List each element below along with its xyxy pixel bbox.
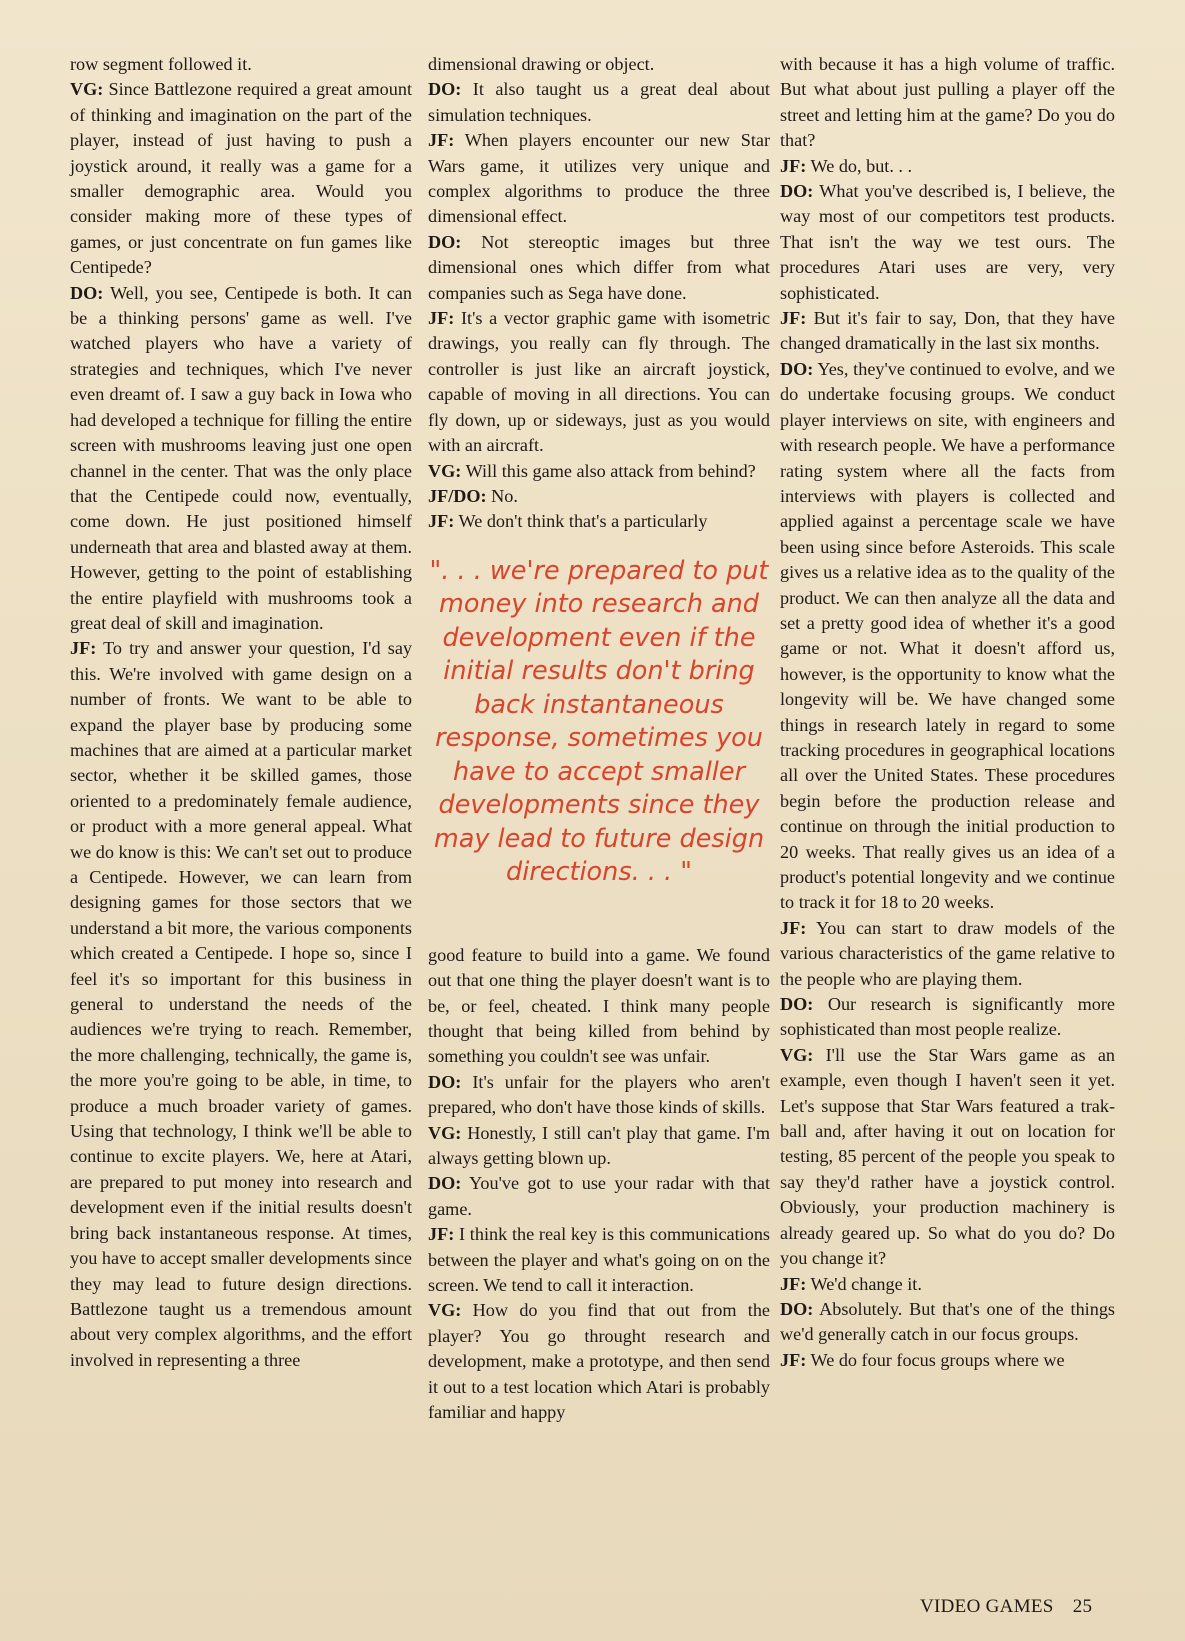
- speaker-label: DO:: [780, 1298, 814, 1319]
- speaker-label: JF:: [428, 308, 455, 329]
- paragraph: [428, 1121, 770, 1172]
- text-column-1: [70, 52, 412, 1373]
- speaker-label: DO:: [428, 79, 462, 100]
- speaker-label: DO:: [428, 1173, 462, 1194]
- paragraph: [70, 52, 412, 77]
- speaker-label: JF:: [780, 308, 807, 329]
- paragraph-text: To try and answer your question, I'd say this. We're involved with game design on a number of fronts. We want to be able to expand the player base by producing some machines that are aimed at a particular market sector, whether it be skilled games, those oriented to a predominately female audience, or product with a more general appeal. What we do know is this: We can't set out to produce a Centipede. However, we can learn from designing games for those sectors that we understand a bit more, the various components which created a Centipede. I hope so, since I feel it's so important for this business in general to understand the needs of the audiences we're trying to reach. Remember, the more challenging, technically, the game is, the more you're going to be able, in time, to produce a much broader variety of games. Using that technology, I think we'll be able to continue to excite players. We, here at Atari, are prepared to put money into research and development even if the initial results doesn't bring back instantaneous response. At times, you have to accept smaller developments since they may lead to future design directions. Battlezone taught us a tremendous amount about very complex algorithms, and the effort involved in representing a three: [70, 638, 413, 1370]
- paragraph-text: But it's fair to say, Don, that they have changed dramatically in the last six months.: [780, 308, 1115, 354]
- column-2-bottom-text: [428, 943, 770, 1426]
- paragraph-text: It's a vector graphic game with isometric drawings, you really can fly through. The controller is just like an aircraft joystick, capable of moving in all directions. You can fly down, up or sideways, just as you would with an aircraft.: [428, 308, 770, 456]
- paragraph-text: row segment followed it.: [70, 54, 252, 74]
- paragraph: [70, 281, 412, 637]
- paragraph-text: You've got to use your radar with that game.: [428, 1173, 771, 1219]
- speaker-label: DO:: [780, 181, 814, 202]
- speaker-label: DO:: [780, 358, 814, 379]
- paragraph: [428, 52, 770, 77]
- speaker-label: VG:: [780, 1044, 814, 1065]
- paragraph: [428, 943, 770, 1070]
- paragraph: [780, 1297, 1115, 1348]
- paragraph-text: Not stereoptic images but three dimensional ones which differ from what companies such as Sega have done.: [428, 231, 771, 303]
- paragraph: [780, 916, 1115, 992]
- paragraph-text: How do you find that out from the player? You go throught research and development, make a prototype, and then send it out to a test location which Atari is probably familiar and happy: [428, 1300, 771, 1423]
- paragraph-text: It also taught us a great deal about simulation techniques.: [428, 79, 770, 125]
- speaker-label: JF:: [428, 511, 455, 532]
- paragraph: [428, 1171, 770, 1222]
- pull-quote: ". . . we're prepared to put money into research and development even if the initial results don't bring back instantaneous response, sometimes you have to accept smaller developments since they may lead to future design directions. . . ": [429, 555, 769, 888]
- paragraph: [780, 1043, 1115, 1272]
- magazine-name: VIDEO GAMES: [920, 1596, 1054, 1617]
- column-2-top-text: [428, 52, 770, 535]
- paragraph: [780, 992, 1115, 1043]
- speaker-label: VG:: [428, 460, 462, 481]
- paragraph-text: Well, you see, Centipede is both. It can be a thinking persons' game as well. I've watched players who have a variety of strategies and techniques, which I've never even dreamt of. I saw a guy back in Iowa who had developed a technique for filling the entire screen with mushrooms leaving just one open channel in the center. That was the only place that the Centipede could now, eventually, come down. He just positioned himself underneath that area and blasted away at them. However, getting to the point of establishing the entire playfield with mushrooms took a great deal of skill and imagination.: [70, 282, 413, 633]
- text-column-3: [780, 52, 1115, 1373]
- paragraph: [428, 230, 770, 306]
- paragraph: [780, 1348, 1115, 1373]
- paragraph: [780, 306, 1115, 357]
- speaker-label: DO:: [780, 994, 814, 1015]
- paragraph-text: with because it has a high volume of traffic. But what about just pulling a player off the street and letting him at the game? Do you do that?: [780, 54, 1115, 151]
- paragraph-text: Will this game also attack from behind?: [465, 460, 756, 481]
- speaker-label: JF:: [780, 1273, 807, 1294]
- speaker-label: JF:: [428, 1224, 455, 1245]
- paragraph: [428, 128, 770, 230]
- paragraph-text: We'd change it.: [810, 1273, 922, 1294]
- paragraph-text: No.: [491, 485, 518, 506]
- paragraph: [780, 52, 1115, 154]
- speaker-label: DO:: [70, 282, 104, 303]
- paragraph: [428, 509, 770, 534]
- paragraph-text: When players encounter our new Star Wars game, it utilizes very unique and complex algorithms to produce the three dimensional effect.: [428, 130, 770, 227]
- speaker-label: JF:: [780, 1349, 807, 1370]
- paragraph: [428, 1222, 770, 1298]
- page-number: 25: [1072, 1596, 1093, 1617]
- paragraph: [780, 357, 1115, 916]
- paragraph: [428, 306, 770, 458]
- speaker-label: DO:: [428, 231, 462, 252]
- speaker-label: VG:: [428, 1300, 462, 1321]
- paragraph-text: Since Battlezone required a great amount of thinking and imagination on the part of the player, instead of just having to push a joystick around, it really was a game for a smaller demographic area. Would you consider making more of these types of games, or just concentrate on fun games like Centipede?: [70, 79, 412, 278]
- paragraph-text: We don't think that's a particularly: [458, 511, 708, 532]
- paragraph-text: We do, but. . .: [810, 155, 913, 176]
- paragraph: [70, 636, 412, 1373]
- page-footer: [920, 1596, 1092, 1618]
- paragraph: [428, 459, 770, 484]
- speaker-label: JF/DO:: [428, 485, 487, 506]
- speaker-label: VG:: [70, 79, 104, 100]
- text-column-2: [428, 52, 770, 1425]
- paragraph: [428, 77, 770, 128]
- speaker-label: JF:: [780, 155, 807, 176]
- paragraph-text: It's unfair for the players who aren't prepared, who don't have those kinds of skills.: [428, 1071, 770, 1118]
- paragraph-text: We do four focus groups where we: [810, 1349, 1065, 1370]
- paragraph-text: Yes, they've continued to evolve, and we do undertake focusing groups. We conduct player interviews on site, with engineers and with research people. We have a performance rating system where all the facts from interviews with players is collected and applied against a percentage scale we have been using since before Asteroids. This scale gives us a relative idea as to the quality of the product. We can then analyze all the data and set a pretty good idea of whether it's a good game or not. What it doesn't afford us, however, is the opportunity to know what the longevity will be. We have changed some things in research lately in regard to some tracking procedures in geographical locations all over the United States. These procedures begin before the production release and continue on through the initial production to 20 weeks. That really gives us an idea of a product's potential longevity and we continue to track it for 18 to 20 weeks.: [780, 358, 1115, 913]
- paragraph: [780, 154, 1115, 179]
- paragraph-text: Honestly, I still can't play that game. I'm always getting blown up.: [428, 1122, 771, 1168]
- paragraph-text: good feature to build into a game. We found out that one thing the player doesn't want is to be, or feel, cheated. I think many people thought that being killed from behind by something you couldn't see was unfair.: [428, 944, 770, 1067]
- paragraph: [780, 1272, 1115, 1297]
- paragraph-text: What you've described is, I believe, the way most of our competitors test products. That isn't the way we test ours. The procedures Atari uses are very, very sophisticated.: [780, 181, 1115, 303]
- paragraph-text: I think the real key is this communications between the player and what's going on on the screen. We tend to call it interaction.: [428, 1224, 771, 1295]
- speaker-label: JF:: [780, 917, 807, 938]
- paragraph: [428, 484, 770, 509]
- paragraph-text: dimensional drawing or object.: [428, 54, 655, 74]
- paragraph-text: Our research is significantly more sophisticated than most people realize.: [780, 994, 1116, 1040]
- speaker-label: JF:: [70, 638, 97, 659]
- paragraph-text: Absolutely. But that's one of the things we'd generally catch in our focus groups.: [780, 1298, 1115, 1345]
- paragraph: [780, 179, 1115, 306]
- paragraph-text: I'll use the Star Wars game as an example, even though I haven't seen it yet. Let's suppose that Star Wars featured a trak-ball and, after having it out on location for testing, 85 percent of the people you speak to say they'd rather have a joystick control. Obviously, your production machinery is already geared up. So what do you do? Do you change it?: [780, 1044, 1116, 1269]
- paragraph: [428, 1298, 770, 1425]
- speaker-label: JF:: [428, 130, 455, 151]
- speaker-label: VG:: [428, 1122, 462, 1143]
- paragraph: [428, 1070, 770, 1121]
- paragraph-text: You can start to draw models of the various characteristics of the game relative to the people who are playing them.: [780, 917, 1116, 989]
- paragraph: [70, 77, 412, 280]
- speaker-label: DO:: [428, 1071, 462, 1092]
